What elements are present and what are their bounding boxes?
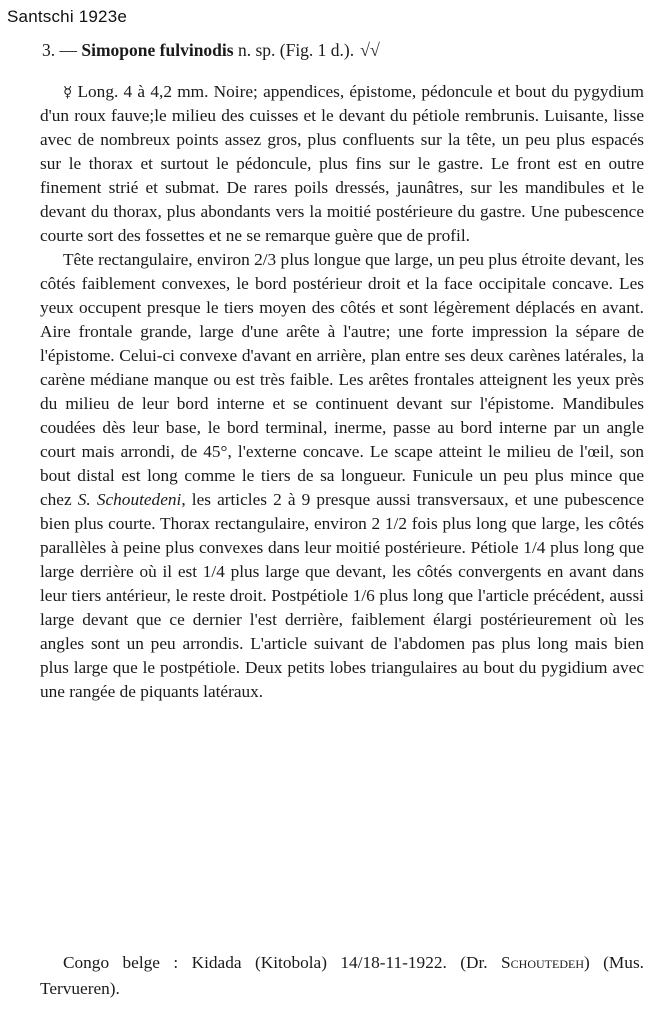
description-body xyxy=(40,80,644,704)
paragraph-2-text-b: , les articles 2 à 9 presque aussi transversaux, et une pubescence bien plus courte. Thorax rectangulaire, environ 2 1/2 fois plus long que large, les côtés parallèles à peine plus convexes dans leur moitié postérieure. Pétiole 1/4 plus long que large derrière où il est 1/4 plus large que devant, les côtés convergents en avant dans leur tiers antérieur, le reste droit. Postpétiole 1/6 plus long que l'article précédent, aussi large devant que ce dernier l'est derrière, faiblement élargi postérieurement où les angles sont un peu arrondis. L'article suivant de l'abdomen pas plus long mais bien plus large que le postpétiole. Deux petits lobes triangulaires au bout du pygidium avec une rangée de piquants latéraux. xyxy=(40,490,644,701)
locality-text-b: ) (Mus. Tervueren). xyxy=(40,953,644,998)
heading-suffix: n. sp. (Fig. 1 d.). xyxy=(233,40,355,60)
heading-number: 3. xyxy=(42,40,56,60)
description-paragraph-1 xyxy=(40,80,644,248)
paragraph-2-text-a: Tête rectangulaire, environ 2/3 plus longue que large, un peu plus étroite devant, les côtés faiblement convexes, le bord postérieur droit et la face occipitale concave. Les yeux occupent presque le tiers moyen des côtés et sont légèrement déplacés en avant. Aire frontale grande, large d'une arête à l'autre; une forte impression la sépare de l'épistome. Celui-ci convexe d'avant en arrière, plan entre ses deux carènes latérales, la carène médiane manque ou est très faible. Les arêtes frontales atteignent les yeux près du milieu de leur bord interne et se continuent devant sur l'épistome. Mandibules coudées dès leur base, le bord terminal, inerme, passe au bord interne par un angle court mais arrondi, de 45°, l'externe concave. Le scape atteint le milieu de l'œil, son bout distal est long comme le tiers de sa longueur. Funicule un peu plus mince que chez xyxy=(40,250,644,509)
paragraph-2-species-ref: S. Schoutedeni xyxy=(77,490,182,509)
female-symbol-icon: ☿ xyxy=(63,83,73,101)
handwritten-checkmarks: √√ xyxy=(360,40,380,60)
locality-paragraph xyxy=(40,950,644,1002)
paragraph-1-text: Long. 4 à 4,2 mm. Noire; appendices, épistome, pédoncule et bout du pygydium d'un roux fauve;le milieu des cuisses et le devant du pétiole rembrunis. Luisante, lisse avec de nombreux points assez gros, plus confluents sur la tête, un peu plus espacés sur le thorax et surtout le pédoncule, plus fins sur le gastre. Le front est en outre finement strié et submat. De rares poils dressés, jaunâtres, sur les mandibules et le devant du thorax, plus abondants vers la moitié postérieure du gastre. Une pubescence courte sort des fossettes et ne se remarque guère que de profil. xyxy=(40,82,644,245)
species-heading xyxy=(42,40,380,61)
heading-dash: — xyxy=(55,40,82,60)
description-paragraph-2 xyxy=(40,248,644,704)
species-name: Simopone fulvinodis xyxy=(81,40,234,60)
locality-text-a: Congo belge : Kidada (Kitobola) 14/18-11-1922. (Dr. xyxy=(63,953,502,972)
citation-label: Santschi 1923e xyxy=(7,7,127,26)
collector-name: Schoutedeh xyxy=(501,953,584,972)
